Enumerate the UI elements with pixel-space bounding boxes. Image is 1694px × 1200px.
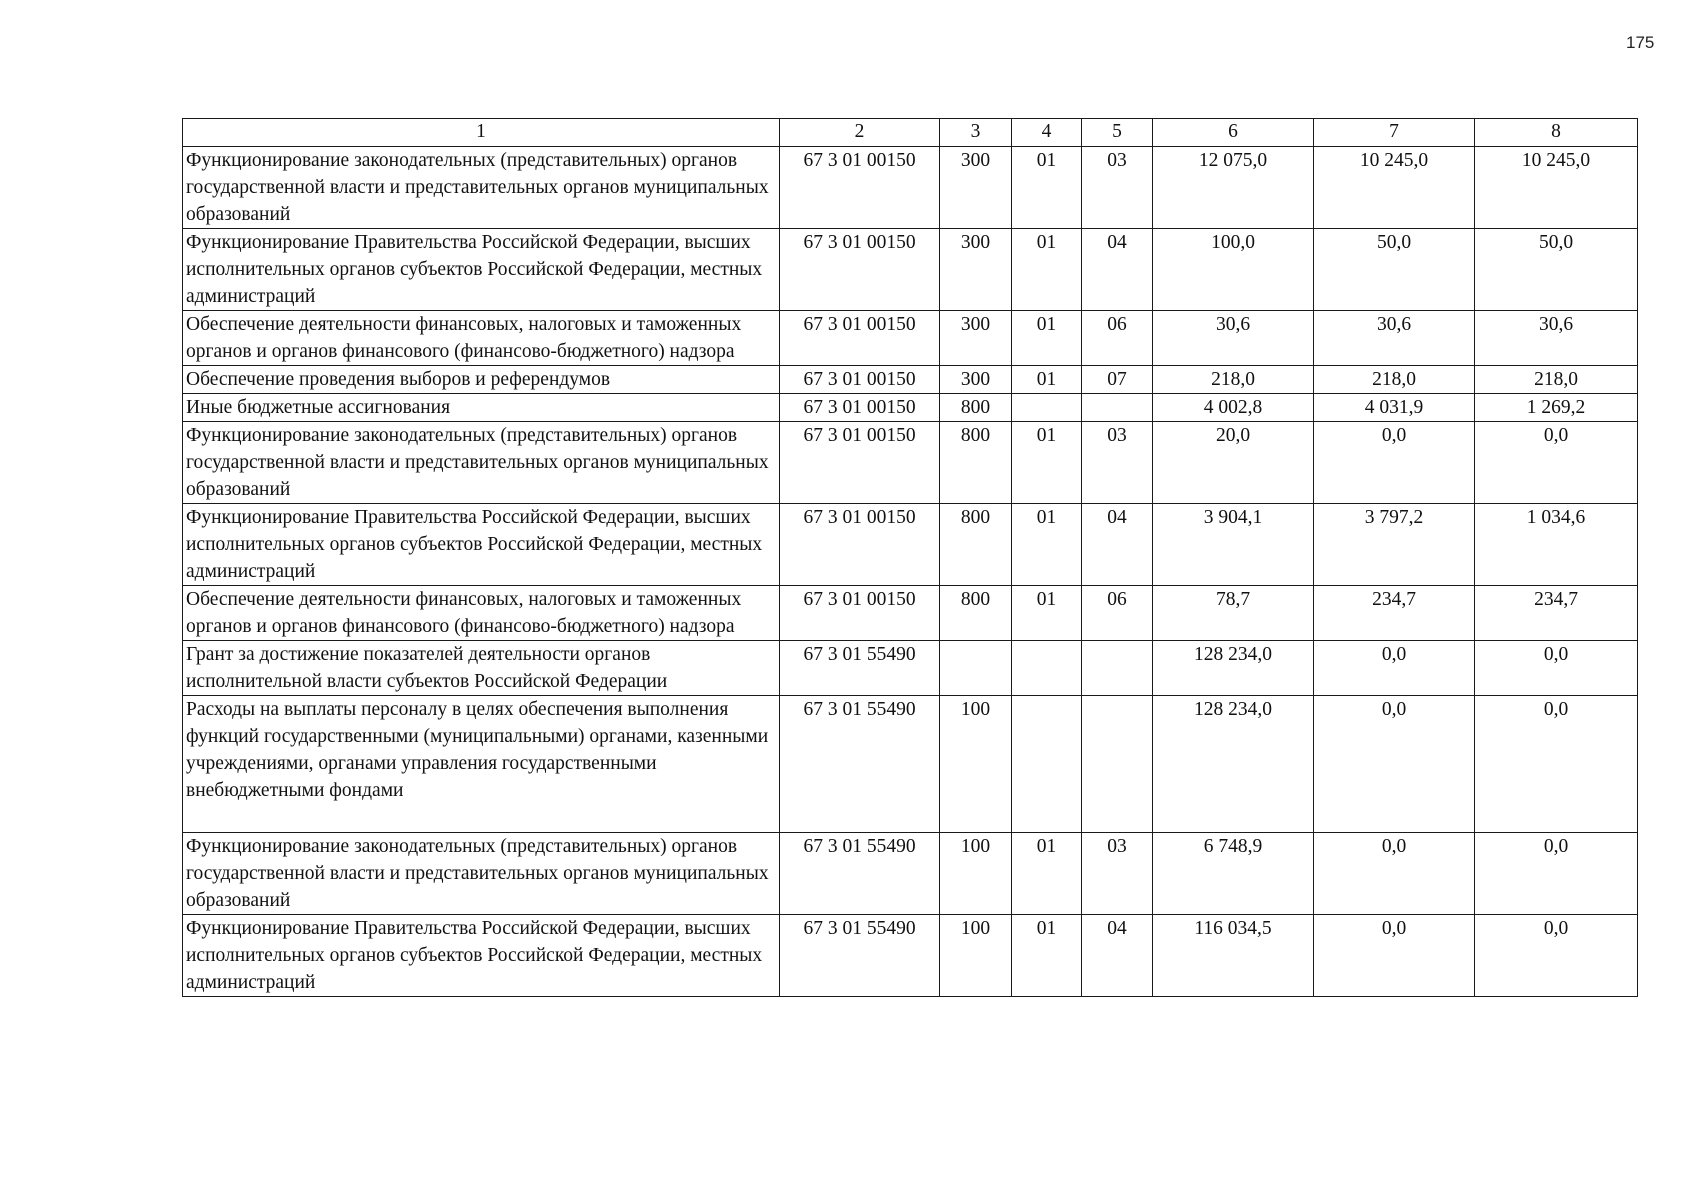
amount-col-8: 234,7	[1475, 586, 1638, 641]
amount-col-6: 78,7	[1153, 586, 1314, 641]
subsection: 04	[1082, 915, 1153, 997]
amount-col-8: 0,0	[1475, 833, 1638, 915]
target-code: 67 3 01 55490	[780, 696, 940, 833]
target-code: 67 3 01 00150	[780, 422, 940, 504]
subsection: 06	[1082, 586, 1153, 641]
amount-col-6: 100,0	[1153, 229, 1314, 311]
amount-col-7: 50,0	[1314, 229, 1475, 311]
section: 01	[1012, 422, 1082, 504]
column-header: 2	[780, 119, 940, 147]
expense-type: 300	[940, 311, 1012, 366]
amount-col-6: 6 748,9	[1153, 833, 1314, 915]
row-name: Иные бюджетные ассигнования	[183, 394, 780, 422]
table-row	[183, 915, 1638, 997]
expense-type	[940, 641, 1012, 696]
row-name: Обеспечение проведения выборов и референдумов	[183, 366, 780, 394]
row-name: Расходы на выплаты персоналу в целях обеспечения выполнения функций государственными (муниципальными) органами, казенными учреждениями, органами управления государственными внебюджетными фондами	[183, 696, 780, 833]
amount-col-7: 0,0	[1314, 422, 1475, 504]
amount-col-6: 30,6	[1153, 311, 1314, 366]
expense-type: 800	[940, 422, 1012, 504]
subsection: 03	[1082, 422, 1153, 504]
subsection: 04	[1082, 504, 1153, 586]
expense-type: 800	[940, 394, 1012, 422]
section: 01	[1012, 147, 1082, 229]
section: 01	[1012, 366, 1082, 394]
amount-col-8: 0,0	[1475, 696, 1638, 833]
column-header: 3	[940, 119, 1012, 147]
amount-col-7: 0,0	[1314, 833, 1475, 915]
section	[1012, 641, 1082, 696]
amount-col-7: 10 245,0	[1314, 147, 1475, 229]
expense-type: 100	[940, 915, 1012, 997]
amount-col-6: 116 034,5	[1153, 915, 1314, 997]
amount-col-7: 234,7	[1314, 586, 1475, 641]
page-number: 175	[1626, 33, 1655, 52]
target-code: 67 3 01 00150	[780, 394, 940, 422]
target-code: 67 3 01 00150	[780, 504, 940, 586]
subsection	[1082, 641, 1153, 696]
amount-col-8: 218,0	[1475, 366, 1638, 394]
amount-col-8: 30,6	[1475, 311, 1638, 366]
amount-col-8: 50,0	[1475, 229, 1638, 311]
amount-col-8: 0,0	[1475, 641, 1638, 696]
subsection: 04	[1082, 229, 1153, 311]
table-row	[183, 833, 1638, 915]
amount-col-8: 10 245,0	[1475, 147, 1638, 229]
subsection	[1082, 696, 1153, 833]
expense-type: 800	[940, 586, 1012, 641]
section: 01	[1012, 229, 1082, 311]
expense-type: 100	[940, 696, 1012, 833]
row-name: Функционирование законодательных (представительных) органов государственной власти и представительных органов муниципальных образований	[183, 422, 780, 504]
section: 01	[1012, 915, 1082, 997]
column-header: 5	[1082, 119, 1153, 147]
table-row	[183, 696, 1638, 833]
target-code: 67 3 01 55490	[780, 833, 940, 915]
target-code: 67 3 01 00150	[780, 311, 940, 366]
table-row	[183, 586, 1638, 641]
row-name: Грант за достижение показателей деятельности органов исполнительной власти субъектов Российской Федерации	[183, 641, 780, 696]
column-header: 1	[183, 119, 780, 147]
target-code: 67 3 01 00150	[780, 147, 940, 229]
row-name: Функционирование законодательных (представительных) органов государственной власти и представительных органов муниципальных образований	[183, 833, 780, 915]
section: 01	[1012, 586, 1082, 641]
column-header: 7	[1314, 119, 1475, 147]
table-row	[183, 641, 1638, 696]
subsection: 03	[1082, 147, 1153, 229]
amount-col-7: 0,0	[1314, 696, 1475, 833]
column-header: 4	[1012, 119, 1082, 147]
row-name: Функционирование Правительства Российской Федерации, высших исполнительных органов субъектов Российской Федерации, местных администраций	[183, 504, 780, 586]
row-name: Функционирование Правительства Российской Федерации, высших исполнительных органов субъектов Российской Федерации, местных администраций	[183, 915, 780, 997]
budget-table	[182, 118, 1638, 997]
section: 01	[1012, 311, 1082, 366]
subsection	[1082, 394, 1153, 422]
section: 01	[1012, 833, 1082, 915]
row-name: Обеспечение деятельности финансовых, налоговых и таможенных органов и органов финансового (финансово-бюджетного) надзора	[183, 311, 780, 366]
row-name: Функционирование законодательных (представительных) органов государственной власти и представительных органов муниципальных образований	[183, 147, 780, 229]
table-row	[183, 422, 1638, 504]
column-header: 8	[1475, 119, 1638, 147]
expense-type: 300	[940, 147, 1012, 229]
amount-col-8: 0,0	[1475, 422, 1638, 504]
table-row	[183, 229, 1638, 311]
amount-col-6: 20,0	[1153, 422, 1314, 504]
target-code: 67 3 01 00150	[780, 229, 940, 311]
subsection: 06	[1082, 311, 1153, 366]
target-code: 67 3 01 00150	[780, 586, 940, 641]
expense-type: 300	[940, 229, 1012, 311]
subsection: 03	[1082, 833, 1153, 915]
row-name: Обеспечение деятельности финансовых, налоговых и таможенных органов и органов финансового (финансово-бюджетного) надзора	[183, 586, 780, 641]
target-code: 67 3 01 00150	[780, 366, 940, 394]
table-row	[183, 394, 1638, 422]
amount-col-7: 218,0	[1314, 366, 1475, 394]
row-name: Функционирование Правительства Российской Федерации, высших исполнительных органов субъектов Российской Федерации, местных администраций	[183, 229, 780, 311]
table-row	[183, 366, 1638, 394]
subsection: 07	[1082, 366, 1153, 394]
amount-col-8: 0,0	[1475, 915, 1638, 997]
table-row	[183, 504, 1638, 586]
table-row	[183, 311, 1638, 366]
section	[1012, 394, 1082, 422]
amount-col-8: 1 034,6	[1475, 504, 1638, 586]
column-header: 6	[1153, 119, 1314, 147]
expense-type: 300	[940, 366, 1012, 394]
section: 01	[1012, 504, 1082, 586]
expense-type: 100	[940, 833, 1012, 915]
expense-type: 800	[940, 504, 1012, 586]
amount-col-8: 1 269,2	[1475, 394, 1638, 422]
amount-col-6: 4 002,8	[1153, 394, 1314, 422]
column-header-row	[183, 119, 1638, 147]
table-row	[183, 147, 1638, 229]
target-code: 67 3 01 55490	[780, 641, 940, 696]
amount-col-7: 0,0	[1314, 641, 1475, 696]
amount-col-6: 128 234,0	[1153, 641, 1314, 696]
amount-col-7: 30,6	[1314, 311, 1475, 366]
target-code: 67 3 01 55490	[780, 915, 940, 997]
amount-col-6: 12 075,0	[1153, 147, 1314, 229]
amount-col-6: 128 234,0	[1153, 696, 1314, 833]
amount-col-7: 0,0	[1314, 915, 1475, 997]
amount-col-7: 3 797,2	[1314, 504, 1475, 586]
section	[1012, 696, 1082, 833]
amount-col-7: 4 031,9	[1314, 394, 1475, 422]
amount-col-6: 218,0	[1153, 366, 1314, 394]
amount-col-6: 3 904,1	[1153, 504, 1314, 586]
